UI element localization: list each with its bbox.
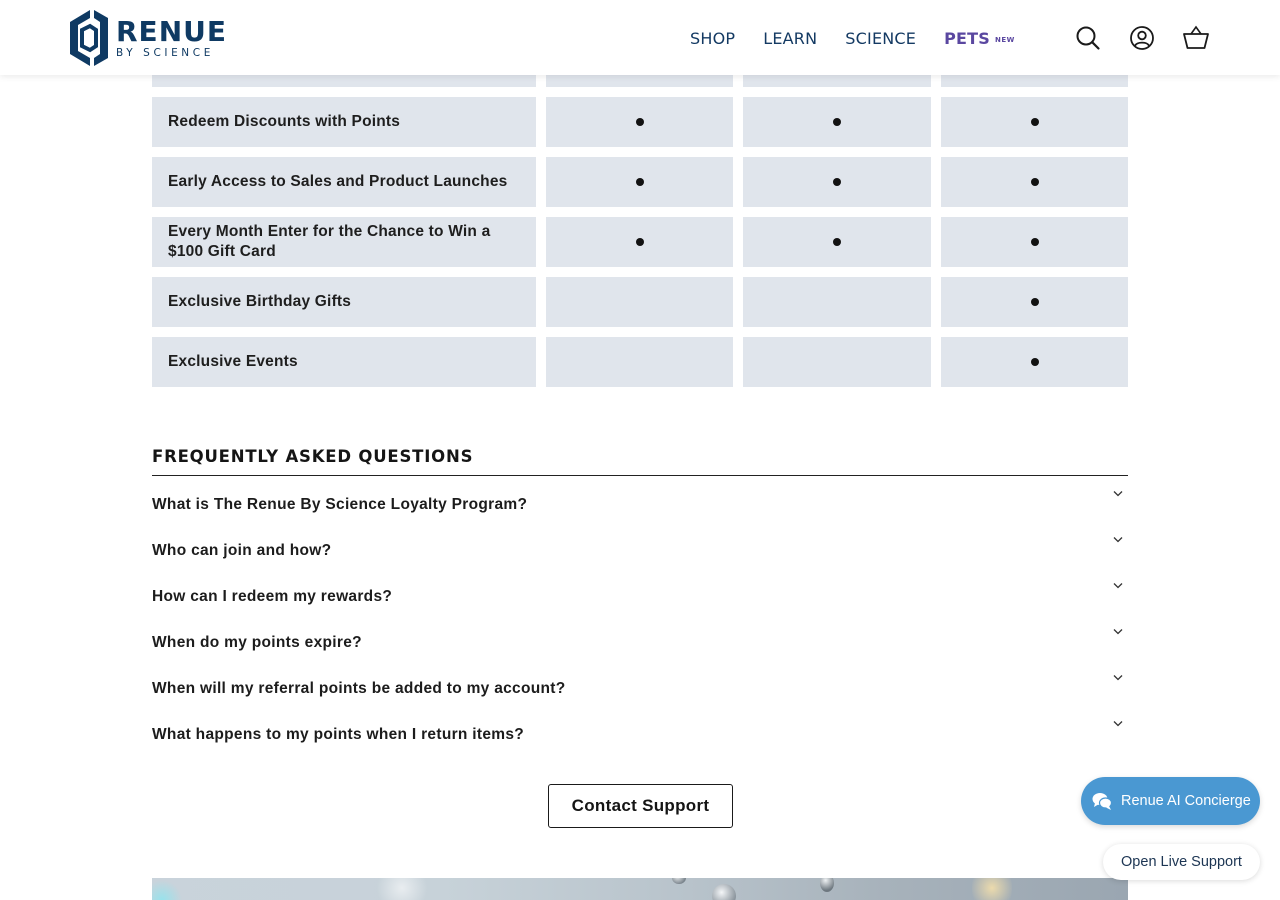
nav-pets[interactable] — [944, 29, 1015, 48]
tier-3-cell — [941, 157, 1128, 207]
benefit-label: Early Access to Sales and Product Launches — [152, 157, 536, 207]
included-dot-icon — [833, 118, 841, 126]
tier-3-cell — [941, 217, 1128, 267]
tier-1-cell — [546, 157, 734, 207]
contact-support-button[interactable]: Contact Support — [548, 784, 733, 828]
included-dot-icon — [1031, 178, 1039, 186]
nav-science[interactable]: SCIENCE — [845, 28, 917, 48]
tier-2-cell — [743, 337, 931, 387]
tier-3-cell — [941, 337, 1128, 387]
tier-2-cell — [743, 97, 931, 147]
cart-icon — [1182, 25, 1210, 51]
included-dot-icon — [1031, 358, 1039, 366]
account-button[interactable] — [1128, 24, 1156, 52]
account-icon — [1129, 25, 1155, 51]
search-icon — [1075, 25, 1101, 51]
ai-concierge-label: Renue AI Concierge — [1121, 793, 1251, 809]
chevron-down-icon — [1112, 490, 1124, 502]
included-dot-icon — [1031, 298, 1039, 306]
cart-button[interactable] — [1182, 24, 1210, 52]
tier-2-cell — [743, 277, 931, 327]
tier-3-cell — [941, 277, 1128, 327]
main-nav — [690, 26, 1015, 50]
benefit-label: Exclusive Events — [152, 337, 536, 387]
included-dot-icon — [833, 178, 841, 186]
nav-learn[interactable]: LEARN — [763, 28, 818, 48]
faq-question: Who can join and how? — [152, 542, 332, 559]
chevron-down-icon — [1112, 674, 1124, 686]
table-row — [152, 337, 1128, 387]
tier-3-cell — [941, 97, 1128, 147]
faq-question: When do my points expire? — [152, 634, 362, 651]
logo-tagline: BY SCIENCE — [116, 46, 214, 59]
logo[interactable] — [64, 8, 227, 68]
molecule-banner-image — [152, 878, 1128, 900]
faq-item[interactable] — [152, 726, 1128, 776]
faq-question: How can I redeem my rewards? — [152, 588, 393, 605]
tier-2-cell — [743, 157, 931, 207]
tier-1-cell — [546, 97, 734, 147]
faq-list — [152, 496, 1128, 776]
tier-1-cell — [546, 277, 734, 327]
search-button[interactable] — [1074, 24, 1102, 52]
chevron-down-icon — [1112, 720, 1124, 732]
included-dot-icon — [833, 238, 841, 246]
tier-2-cell — [743, 217, 931, 267]
tier-comparison-table — [152, 37, 1128, 397]
chevron-down-icon — [1112, 628, 1124, 640]
included-dot-icon — [636, 238, 644, 246]
logo-wordmark: RENUE — [116, 14, 227, 48]
new-badge: NEW — [995, 35, 1015, 44]
table-row — [152, 277, 1128, 327]
chevron-down-icon — [1112, 536, 1124, 548]
ai-concierge-button[interactable] — [1081, 777, 1260, 825]
benefit-label: Redeem Discounts with Points — [152, 97, 536, 147]
header-actions — [1074, 24, 1210, 52]
benefit-label: Exclusive Birthday Gifts — [152, 277, 536, 327]
nav-shop[interactable]: SHOP — [690, 28, 736, 48]
faq-question: What happens to my points when I return items? — [152, 726, 525, 743]
live-support-label: Open Live Support — [1121, 854, 1242, 870]
faq-title: FREQUENTLY ASKED QUESTIONS — [152, 445, 1128, 476]
chevron-down-icon — [1112, 582, 1124, 594]
faq-question: What is The Renue By Science Loyalty Program? — [152, 496, 528, 513]
included-dot-icon — [1031, 118, 1039, 126]
included-dot-icon — [636, 118, 644, 126]
renue-hexagon-logo-icon — [64, 8, 110, 68]
benefit-label: Every Month Enter for the Chance to Win a $100 Gift Card — [152, 217, 536, 267]
tier-1-cell — [546, 337, 734, 387]
included-dot-icon — [636, 178, 644, 186]
chat-bubbles-icon — [1091, 790, 1113, 812]
faq-section — [152, 445, 1128, 776]
table-row — [152, 157, 1128, 207]
nav-pets-label: PETS — [944, 28, 991, 48]
tier-1-cell — [546, 217, 734, 267]
open-live-support-button[interactable] — [1103, 844, 1260, 880]
table-row — [152, 217, 1128, 267]
site-header — [0, 0, 1280, 75]
faq-question: When will my referral points be added to my account? — [152, 680, 566, 697]
included-dot-icon — [1031, 238, 1039, 246]
table-row — [152, 97, 1128, 147]
